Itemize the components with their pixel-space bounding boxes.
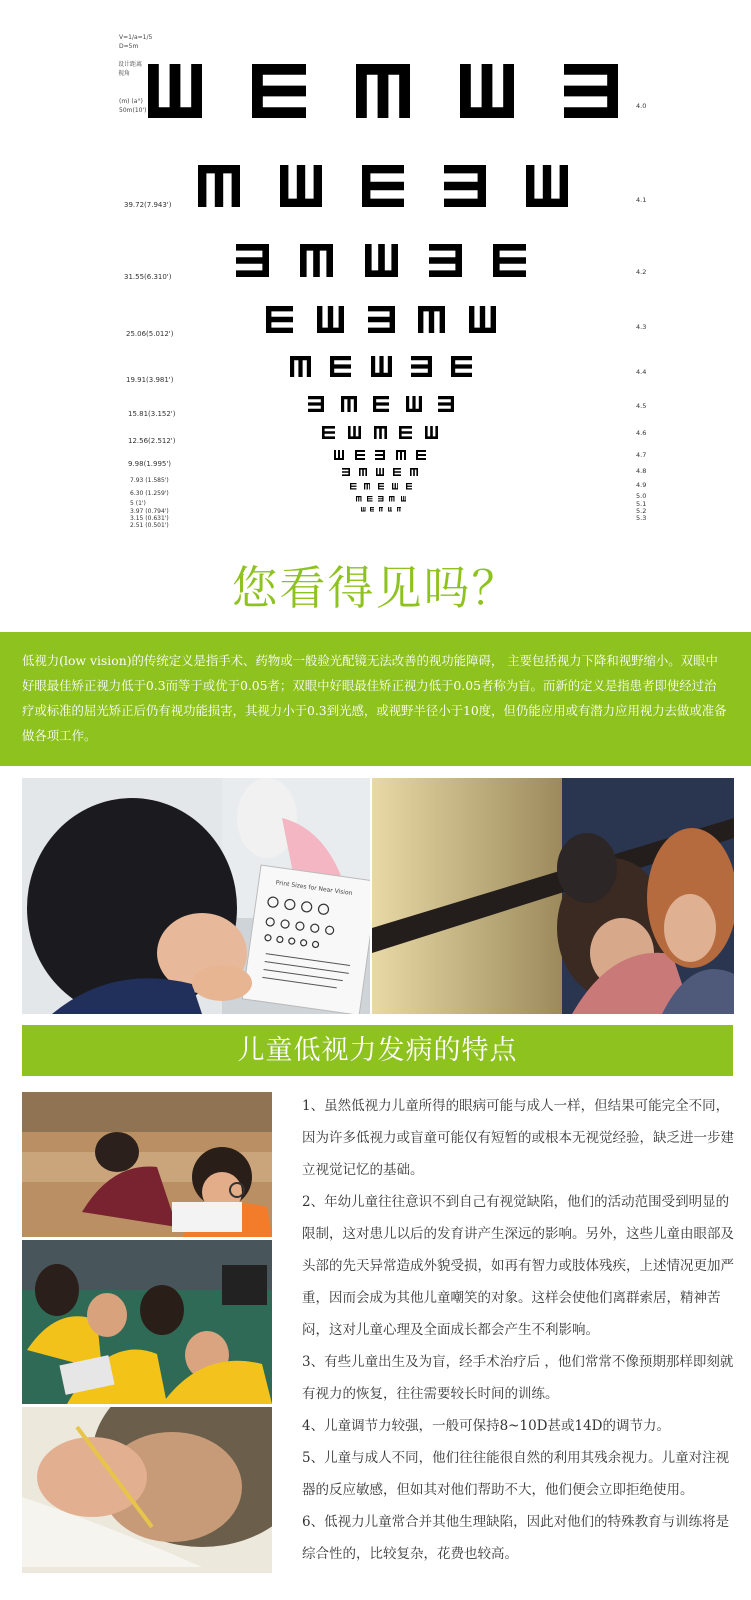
tumbling-e-optotype bbox=[356, 496, 362, 502]
distance-label: 12.56(2.512') bbox=[128, 437, 176, 445]
tumbling-e-optotype bbox=[392, 483, 399, 490]
tumbling-e-optotype bbox=[252, 64, 306, 118]
tumbling-e-optotype bbox=[374, 426, 387, 439]
acuity-label: 4.8 bbox=[636, 467, 647, 475]
tumbling-e-optotype bbox=[401, 496, 407, 502]
tumbling-e-optotype bbox=[388, 507, 393, 512]
distance-label: 3.15 (0.631') bbox=[130, 515, 169, 522]
tumbling-e-optotype bbox=[418, 306, 445, 333]
tumbling-e-optotype bbox=[410, 468, 418, 476]
tumbling-e-optotype bbox=[322, 426, 335, 439]
acuity-label: 4.5 bbox=[636, 402, 647, 410]
acuity-label: 5.2 bbox=[636, 507, 647, 515]
intro-band bbox=[0, 632, 751, 766]
acuity-label: 4.0 bbox=[636, 102, 647, 110]
tumbling-e-optotype bbox=[364, 483, 371, 490]
optotype-row bbox=[290, 356, 472, 377]
question-title: 您看得见吗？ bbox=[231, 561, 520, 615]
tumbling-e-optotype bbox=[365, 244, 398, 277]
acuity-label: 4.6 bbox=[636, 429, 647, 437]
list-item: 2、年幼儿童往往意识不到自己有视觉缺陷，他们的活动范围受到明显的限制，这对患儿以后的发育讲产生深远的影响。另外，这些儿童由眼部及头部的先天异常造成外貌受损，如再有智力或肢体残疾，上述情况更加严重，因而会成为其他儿童嘲笑的对象。这样会使他们离群索居，精神苦闷，这对儿童心理及全面成长都会产生不利影响。 bbox=[302, 1194, 734, 1338]
optotype-row bbox=[266, 306, 496, 333]
chart-vertical-header: 设计距离 视角 bbox=[118, 61, 143, 77]
distance-label: 15.81(3.152') bbox=[128, 410, 176, 418]
near-vision-card-title: Print Sizes for Near Vision bbox=[275, 879, 353, 898]
tumbling-e-optotype bbox=[300, 244, 333, 277]
distance-label: 2.51 (0.501') bbox=[130, 522, 169, 529]
tumbling-e-optotype bbox=[342, 468, 350, 476]
tumbling-e-optotype bbox=[198, 165, 240, 207]
photo-child-reading-closeup bbox=[22, 1407, 272, 1573]
tumbling-e-optotype bbox=[425, 426, 438, 439]
tumbling-e-optotype bbox=[341, 396, 357, 412]
tumbling-e-optotype bbox=[389, 496, 395, 502]
distance-label: 3.97 (0.794') bbox=[130, 508, 169, 515]
distance-label: 5 (1') bbox=[130, 500, 146, 507]
tumbling-e-optotype bbox=[370, 507, 375, 512]
optotype-row bbox=[198, 165, 568, 207]
distance-label: 9.98(1.995') bbox=[128, 460, 172, 468]
section-title: 儿童低视力发病的特点 bbox=[22, 1025, 733, 1076]
tumbling-e-optotype bbox=[411, 356, 432, 377]
chart-units: (m) (a°) bbox=[119, 98, 143, 105]
tumbling-e-optotype bbox=[493, 244, 526, 277]
tumbling-e-optotype bbox=[416, 450, 426, 460]
tumbling-e-optotype bbox=[367, 496, 373, 502]
tumbling-e-optotype bbox=[376, 468, 384, 476]
tumbling-e-optotype bbox=[280, 165, 322, 207]
eye-chart bbox=[0, 0, 751, 545]
list-item: 1、虽然低视力儿童所得的眼病可能与成人一样，但结果可能完全不同，因为许多低视力或盲童可能仅有短暂的或根本无视觉经验，缺乏进一步建立视觉记忆的基础。 bbox=[302, 1098, 734, 1178]
optotype-row bbox=[308, 396, 454, 412]
tumbling-e-optotype bbox=[406, 396, 422, 412]
list-item: 4、儿童调节力较强，一般可保持8~10D甚或14D的调节力。 bbox=[302, 1418, 670, 1434]
tumbling-e-optotype bbox=[406, 483, 413, 490]
distance-label: 31.55(6.310') bbox=[124, 273, 172, 281]
tumbling-e-optotype bbox=[379, 507, 384, 512]
tumbling-e-optotype bbox=[148, 64, 202, 118]
acuity-label: 5.3 bbox=[636, 514, 647, 522]
tumbling-e-optotype bbox=[236, 244, 269, 277]
tumbling-e-optotype bbox=[371, 356, 392, 377]
optotype-row bbox=[350, 483, 412, 490]
tumbling-e-optotype bbox=[469, 306, 496, 333]
photo-children-with-devices bbox=[22, 1240, 272, 1404]
tumbling-e-optotype bbox=[334, 450, 344, 460]
tumbling-e-optotype bbox=[396, 450, 406, 460]
list-item: 3、有些儿童出生及为盲，经手术治疗后 ，他们常常不像预期那样即刻就有视力的恢复，往往需要较长时间的训练。 bbox=[302, 1354, 734, 1402]
chart-note: D=5m bbox=[119, 43, 139, 50]
optotype-row bbox=[236, 244, 526, 277]
tumbling-e-optotype bbox=[356, 64, 410, 118]
tumbling-e-optotype bbox=[438, 396, 454, 412]
tumbling-e-optotype bbox=[361, 507, 366, 512]
optotype-row bbox=[322, 426, 438, 439]
tumbling-e-optotype bbox=[359, 468, 367, 476]
acuity-label: 5.0 bbox=[636, 492, 647, 500]
photo-visitors-viewing-exhibit bbox=[372, 778, 734, 1014]
tumbling-e-optotype bbox=[399, 426, 412, 439]
list-item: 5、儿童与成人不同，他们往往能很自然的利用其残余视力。儿童对注视器的反应敏感，但如其对他们帮助不大，他们便会立即拒绝使用。 bbox=[302, 1450, 730, 1498]
distance-label: 39.72(7.943') bbox=[124, 201, 172, 209]
distance-label: 7.93 (1.585') bbox=[130, 477, 169, 484]
optotype-row bbox=[148, 64, 618, 118]
list-item: 6、低视力儿童常合并其他生理缺陷，因此对他们的特殊教育与训练将是综合性的，比较复杂，花费也较高。 bbox=[302, 1514, 730, 1562]
tumbling-e-optotype bbox=[397, 507, 402, 512]
tumbling-e-optotype bbox=[266, 306, 293, 333]
chart-formula: V=1/a=1/5 bbox=[119, 34, 153, 41]
optotype-row bbox=[356, 496, 406, 502]
intro-text: 低视力(low vision)的传统定义是指手术、药物或一般验光配镜无法改善的视功能障碍， 主要包括视力下降和视野缩小。双眼中好眼最佳矫正视力低于0.3而等于或优于0.05者；双眼中好眼最佳矫正视力低于0.05者称为盲。而新的定义是指患者即使经过治疗或标准的屈光矫正后仍有视功能损害，其视力小于0.3到光感，或视野半径小于10度，但仍能应用或有潜力应用视力去做或准备做各项工作。 bbox=[22, 653, 727, 743]
chart-distance: 50m(10') bbox=[119, 107, 147, 114]
tumbling-e-optotype bbox=[378, 483, 385, 490]
photo-children-at-desks bbox=[22, 1092, 272, 1237]
optotype-row bbox=[361, 507, 401, 512]
tumbling-e-optotype bbox=[368, 306, 395, 333]
acuity-label: 4.7 bbox=[636, 451, 647, 459]
acuity-label: 5.1 bbox=[636, 500, 647, 508]
characteristics-list bbox=[302, 1090, 734, 1570]
distance-label: 25.06(5.012') bbox=[126, 330, 174, 338]
photo-girl-reading-chart bbox=[22, 778, 370, 1014]
acuity-label: 4.2 bbox=[636, 268, 647, 276]
tumbling-e-optotype bbox=[350, 483, 357, 490]
tumbling-e-optotype bbox=[373, 396, 389, 412]
optotype-row bbox=[334, 450, 426, 460]
tumbling-e-optotype bbox=[526, 165, 568, 207]
tumbling-e-optotype bbox=[355, 450, 365, 460]
tumbling-e-optotype bbox=[362, 165, 404, 207]
tumbling-e-optotype bbox=[378, 496, 384, 502]
tumbling-e-optotype bbox=[444, 165, 486, 207]
acuity-label: 4.4 bbox=[636, 368, 647, 376]
tumbling-e-optotype bbox=[375, 450, 385, 460]
tumbling-e-optotype bbox=[308, 396, 324, 412]
tumbling-e-optotype bbox=[317, 306, 344, 333]
acuity-label: 4.1 bbox=[636, 196, 647, 204]
tumbling-e-optotype bbox=[429, 244, 462, 277]
acuity-label: 4.9 bbox=[636, 481, 647, 489]
distance-label: 6.30 (1.259') bbox=[130, 490, 169, 497]
tumbling-e-optotype bbox=[460, 64, 514, 118]
distance-label: 19.91(3.981') bbox=[126, 376, 174, 384]
tumbling-e-optotype bbox=[451, 356, 472, 377]
tumbling-e-optotype bbox=[330, 356, 351, 377]
tumbling-e-optotype bbox=[393, 468, 401, 476]
tumbling-e-optotype bbox=[290, 356, 311, 377]
tumbling-e-optotype bbox=[348, 426, 361, 439]
optotype-row bbox=[342, 468, 418, 476]
acuity-label: 4.3 bbox=[636, 323, 647, 331]
tumbling-e-optotype bbox=[564, 64, 618, 118]
